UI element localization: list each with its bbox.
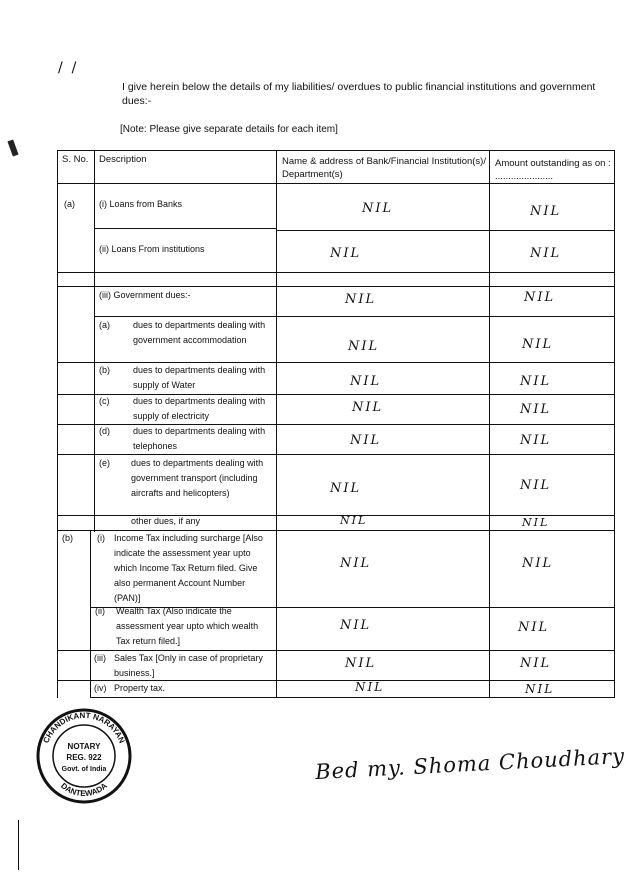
row-amount-handwritten: NIL: [530, 204, 562, 219]
row-line: [90, 697, 614, 698]
row-description: (iii) Government dues:-: [99, 290, 191, 300]
row-name-handwritten: NIL: [330, 246, 362, 261]
signature: Bed my. Shoma Choudhary: [314, 743, 626, 785]
row-amount-handwritten: NIL: [518, 620, 550, 635]
row-name-handwritten: NIL: [345, 656, 377, 671]
row-line: [90, 530, 91, 698]
intro-line-1: I give herein below the details of my liabilities/ overdues to public financial institutions and government: [122, 81, 596, 93]
svg-text:DANTEWADA: [59, 781, 109, 798]
row-amount-handwritten: NIL: [520, 656, 552, 671]
row-amount-handwritten: NIL: [520, 478, 552, 493]
row-description: dues to departments dealing with government transport (including aircrafts and helicopters): [131, 458, 264, 498]
row-name-handwritten: NIL: [352, 400, 384, 415]
row-description: Wealth Tax (Also indicate the assessment year upto which wealth Tax return filed.]: [116, 606, 259, 646]
row-name-handwritten: NIL: [350, 433, 382, 448]
stamp-line-2: REG. 922: [66, 753, 102, 762]
row-sub-sno: (b): [99, 365, 110, 375]
row-sub-sno: (d): [99, 426, 110, 436]
intro-line-2: dues:-: [122, 95, 152, 107]
row-amount-handwritten: NIL: [530, 246, 562, 261]
row-amount-handwritten: NIL: [522, 556, 554, 571]
row-name-handwritten: NIL: [362, 201, 394, 216]
header-description: Description: [99, 154, 147, 165]
row-sno: (b): [62, 533, 73, 543]
row-sub-sno: (iii): [94, 653, 106, 663]
row-name-handwritten: NIL: [355, 680, 385, 694]
row-sub-sno: (i): [97, 533, 105, 543]
row-sub-sno: (a): [99, 320, 110, 330]
stamp-line-1: NOTARY: [67, 742, 101, 751]
row-amount-handwritten: NIL: [520, 402, 552, 417]
row-line: [57, 530, 58, 698]
row-description: Sales Tax [Only in case of proprietary business.]: [114, 653, 263, 678]
row-description: (i) Loans from Banks: [99, 199, 183, 209]
col-divider-sno: [94, 150, 95, 532]
row-description: dues to departments dealing with government accommodation: [133, 320, 266, 345]
row-amount-handwritten: NIL: [522, 516, 550, 529]
row-amount-handwritten: NIL: [520, 374, 552, 389]
row-sub-sno: (iv): [94, 683, 107, 693]
row-name-handwritten: NIL: [350, 374, 382, 389]
intro-note: [Note: Please give separate details for each item]: [120, 124, 338, 135]
table-top-border: [57, 150, 615, 151]
row-line: [276, 230, 614, 231]
row-line: [57, 272, 615, 273]
header-amount: Amount outstanding as on : ......................: [495, 158, 611, 182]
header-bottom-border: [57, 183, 615, 184]
row-name-handwritten: NIL: [348, 339, 380, 354]
row-sub-sno: (ii): [95, 606, 105, 616]
row-amount-handwritten: NIL: [524, 290, 556, 305]
row-description: dues to departments dealing with supply of Water: [133, 365, 266, 390]
table-left-border: [57, 150, 58, 532]
intro-text: [122, 80, 617, 108]
row-name-handwritten: NIL: [345, 292, 377, 307]
row-amount-handwritten: NIL: [525, 682, 555, 696]
row-description: Property tax.: [114, 683, 166, 693]
row-description: dues to departments dealing with telephones: [133, 426, 266, 451]
row-name-handwritten: NIL: [340, 556, 372, 571]
row-description: dues to departments dealing with supply of electricity: [133, 396, 266, 421]
stamp-outer-top: CHANDIKANT NARAYAN: [41, 710, 127, 745]
row-amount-handwritten: NIL: [520, 433, 552, 448]
row-line: [57, 454, 615, 455]
row-line: [94, 316, 614, 317]
row-name-handwritten: NIL: [340, 514, 368, 527]
row-line: [57, 286, 615, 287]
notary-stamp: [34, 706, 134, 806]
stamp-outer-bottom: DANTEWADA: [59, 781, 109, 799]
row-sub-sno: (c): [99, 396, 110, 406]
row-description: other dues, if any: [131, 516, 201, 526]
row-sub-sno: (e): [99, 458, 110, 468]
svg-text:CHANDIKANT NARAYAN: [42, 711, 127, 745]
header-sno: S. No.: [62, 154, 89, 165]
header-name-address: Name & address of Bank/Financial Institution(s)/ Department(s): [282, 156, 486, 180]
row-line: [94, 228, 276, 229]
row-name-handwritten: NIL: [330, 481, 362, 496]
stamp-line-3: Govt. of India: [61, 766, 107, 773]
row-description: Income Tax including surcharge [Also indicate the assessment year upto which Income Tax Return filed. Give also permanent Account Number (PAN)]: [114, 533, 263, 603]
margin-line: [18, 820, 19, 870]
row-sno: (a): [64, 199, 75, 209]
margin-mark: / /: [58, 60, 77, 76]
row-description: (ii) Loans From institutions: [99, 244, 205, 254]
row-amount-handwritten: NIL: [522, 337, 554, 352]
row-name-handwritten: NIL: [340, 618, 372, 633]
margin-scan-mark: [7, 139, 18, 156]
